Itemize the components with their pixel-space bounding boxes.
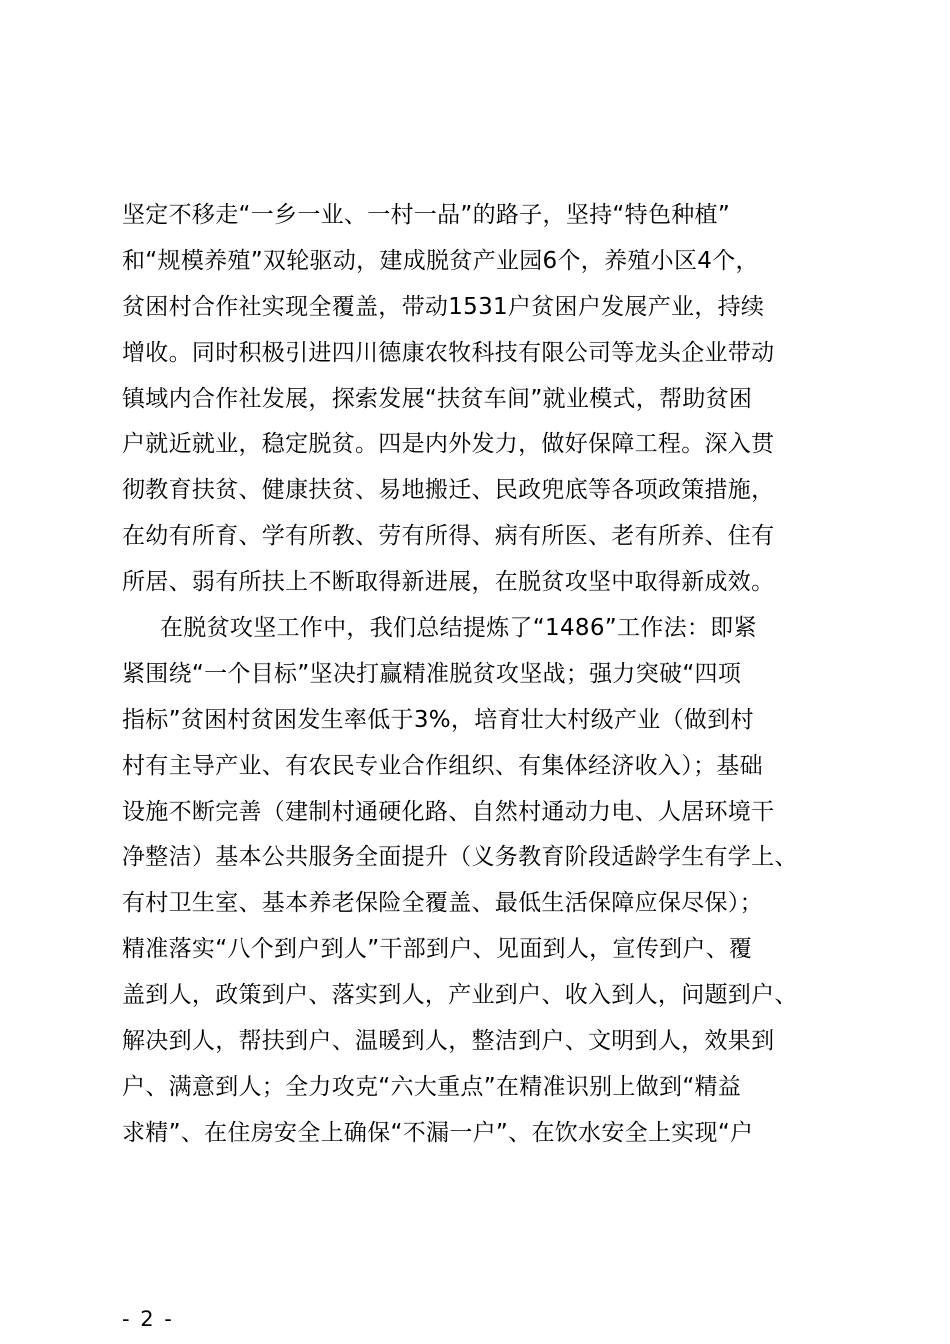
- text-line: 户、满意到人；全力攻克“六大重点”在精准识别上做到“精益: [122, 1073, 742, 1100]
- text-line: 贫困村合作社实现全覆盖，带动1531户贫困户发展产业，持续: [122, 293, 765, 320]
- text-line: 紧围绕“一个目标”坚决打赢精准脱贫攻坚战；强力突破“四项: [122, 660, 742, 687]
- text-line: 净整洁）基本公共服务全面提升（义务教育阶段适龄学生有学上、: [122, 844, 798, 871]
- text-line: 村有主导产业、有农民专业合作组织、有集体经济收入）；基础: [122, 752, 763, 779]
- body-text: [122, 193, 862, 1157]
- text-line: 坚定不移走“一乡一业、一村一品”的路子，坚持“特色种植”: [122, 202, 731, 228]
- text-line: 指标”贫困村贫困发生率低于3%，培育壮大村级产业（做到村: [122, 706, 754, 733]
- paragraph-2: [122, 606, 862, 1157]
- text-line: 彻教育扶贫、健康扶贫、易地搬迁、民政兜底等各项政策措施，: [122, 477, 775, 504]
- text-line: 和“规模养殖”双轮驱动，建成脱贫产业园6个，养殖小区4个，: [122, 247, 759, 274]
- text-line: 设施不断完善（建制村通硬化路、自然村通动力电、人居环境干: [122, 798, 775, 825]
- text-line: 镇域内合作社发展，探索发展“扶贫车间”就业模式，帮助贫困: [122, 385, 753, 412]
- text-line: 解决到人，帮扶到户、温暖到人，整洁到户、文明到人，效果到: [122, 1028, 775, 1055]
- text-line: 所居、弱有所扶上不断取得新进展，在脱贫攻坚中取得新成效。: [122, 569, 775, 596]
- page-number: - 2 -: [122, 1307, 174, 1331]
- text-line: 在幼有所育、学有所教、劳有所得、病有所医、老有所养、住有: [122, 523, 775, 550]
- text-line: 户就近就业，稳定脱贫。四是内外发力，做好保障工程。深入贯: [122, 431, 775, 458]
- text-line: 盖到人，政策到户、落实到人，产业到户、收入到人，问题到户、: [122, 982, 798, 1009]
- text-line: 精准落实“八个到户到人”干部到户、见面到人，宣传到户、覆: [122, 936, 753, 963]
- paragraph-1: [122, 193, 862, 606]
- text-line: 在脱贫攻坚工作中，我们总结提炼了“1486”工作法：即紧: [160, 615, 757, 642]
- text-line: 增收。同时积极引进四川德康农牧科技有限公司等龙头企业带动: [122, 339, 775, 366]
- text-line: 求精”、在住房安全上确保“不漏一户”、在饮水安全上实现“户: [122, 1119, 754, 1146]
- text-line: 有村卫生室、基本养老保险全覆盖、最低生活保障应保尽保）；: [122, 890, 763, 917]
